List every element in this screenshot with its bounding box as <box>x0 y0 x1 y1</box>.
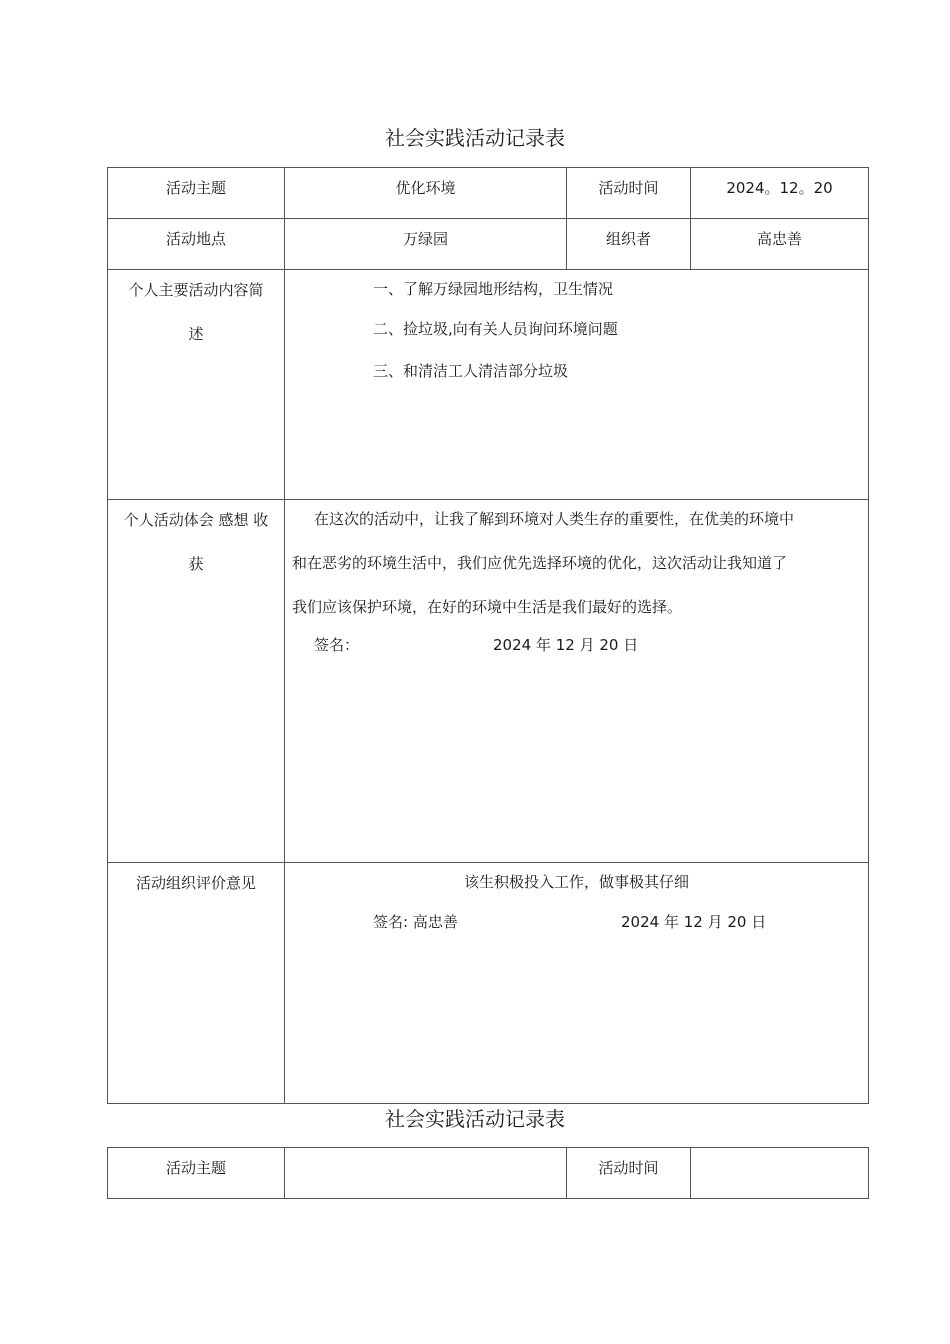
form1-table <box>107 167 869 1104</box>
theme-value[interactable] <box>285 1148 567 1199</box>
place-label: 活动地点 <box>108 219 285 270</box>
content-label: 个人主要活动内容简 述 <box>108 270 285 500</box>
content-body <box>285 270 869 500</box>
content-item: 三、和清洁工人清洁部分垃圾 <box>373 362 569 380</box>
time-label: 活动时间 <box>567 1148 691 1199</box>
organizer-value: 高忠善 <box>691 219 869 270</box>
reflection-signature-line <box>292 634 868 656</box>
time-value: 2024。12。20 <box>691 168 869 219</box>
evaluation-label: 活动组织评价意见 <box>108 863 285 1104</box>
signature-label: 签名： <box>314 636 360 654</box>
evaluation-body <box>285 863 869 1104</box>
reflection-text: 我们应该保护环境，在好的环境中生活是我们最好的选择。 <box>292 598 683 616</box>
reflection-text: 和在恶劣的环境生活中，我们应优先选择环境的优化，这次活动让我知道了 <box>292 554 788 572</box>
theme-label: 活动主题 <box>108 168 285 219</box>
time-label: 活动时间 <box>567 168 691 219</box>
form2-title: 社会实践活动记录表 <box>385 1107 565 1131</box>
row-place <box>108 219 869 270</box>
form1-title: 社会实践活动记录表 <box>385 126 565 150</box>
time-value[interactable] <box>691 1148 869 1199</box>
row-theme <box>108 168 869 219</box>
signature-date: 2024 年 12 月 20 日 <box>493 636 639 654</box>
evaluation-signature-line <box>285 911 868 933</box>
reflection-label: 个人活动体会 感想 收 获 <box>108 500 285 863</box>
organizer-label: 组织者 <box>567 219 691 270</box>
place-value: 万绿园 <box>285 219 567 270</box>
row-reflection <box>108 500 869 863</box>
evaluation-signature: 签名: 高忠善 <box>373 913 458 931</box>
theme-value: 优化环境 <box>285 168 567 219</box>
evaluation-text: 该生积极投入工作，做事极其仔细 <box>463 873 689 891</box>
evaluation-date: 2024 年 12 月 20 日 <box>621 913 767 931</box>
row-evaluation <box>108 863 869 1104</box>
row-content <box>108 270 869 500</box>
theme-label: 活动主题 <box>108 1148 285 1199</box>
content-item: 二、捡垃圾,向有关人员询问环境问题 <box>373 320 618 338</box>
content-item: 一、了解万绿园地形结构，卫生情况 <box>373 280 614 298</box>
form2-table <box>107 1147 869 1199</box>
reflection-body <box>285 500 869 863</box>
reflection-text: 在这次的活动中，让我了解到环境对人类生存的重要性，在优美的环境中 <box>314 510 795 528</box>
row-theme <box>108 1148 869 1199</box>
